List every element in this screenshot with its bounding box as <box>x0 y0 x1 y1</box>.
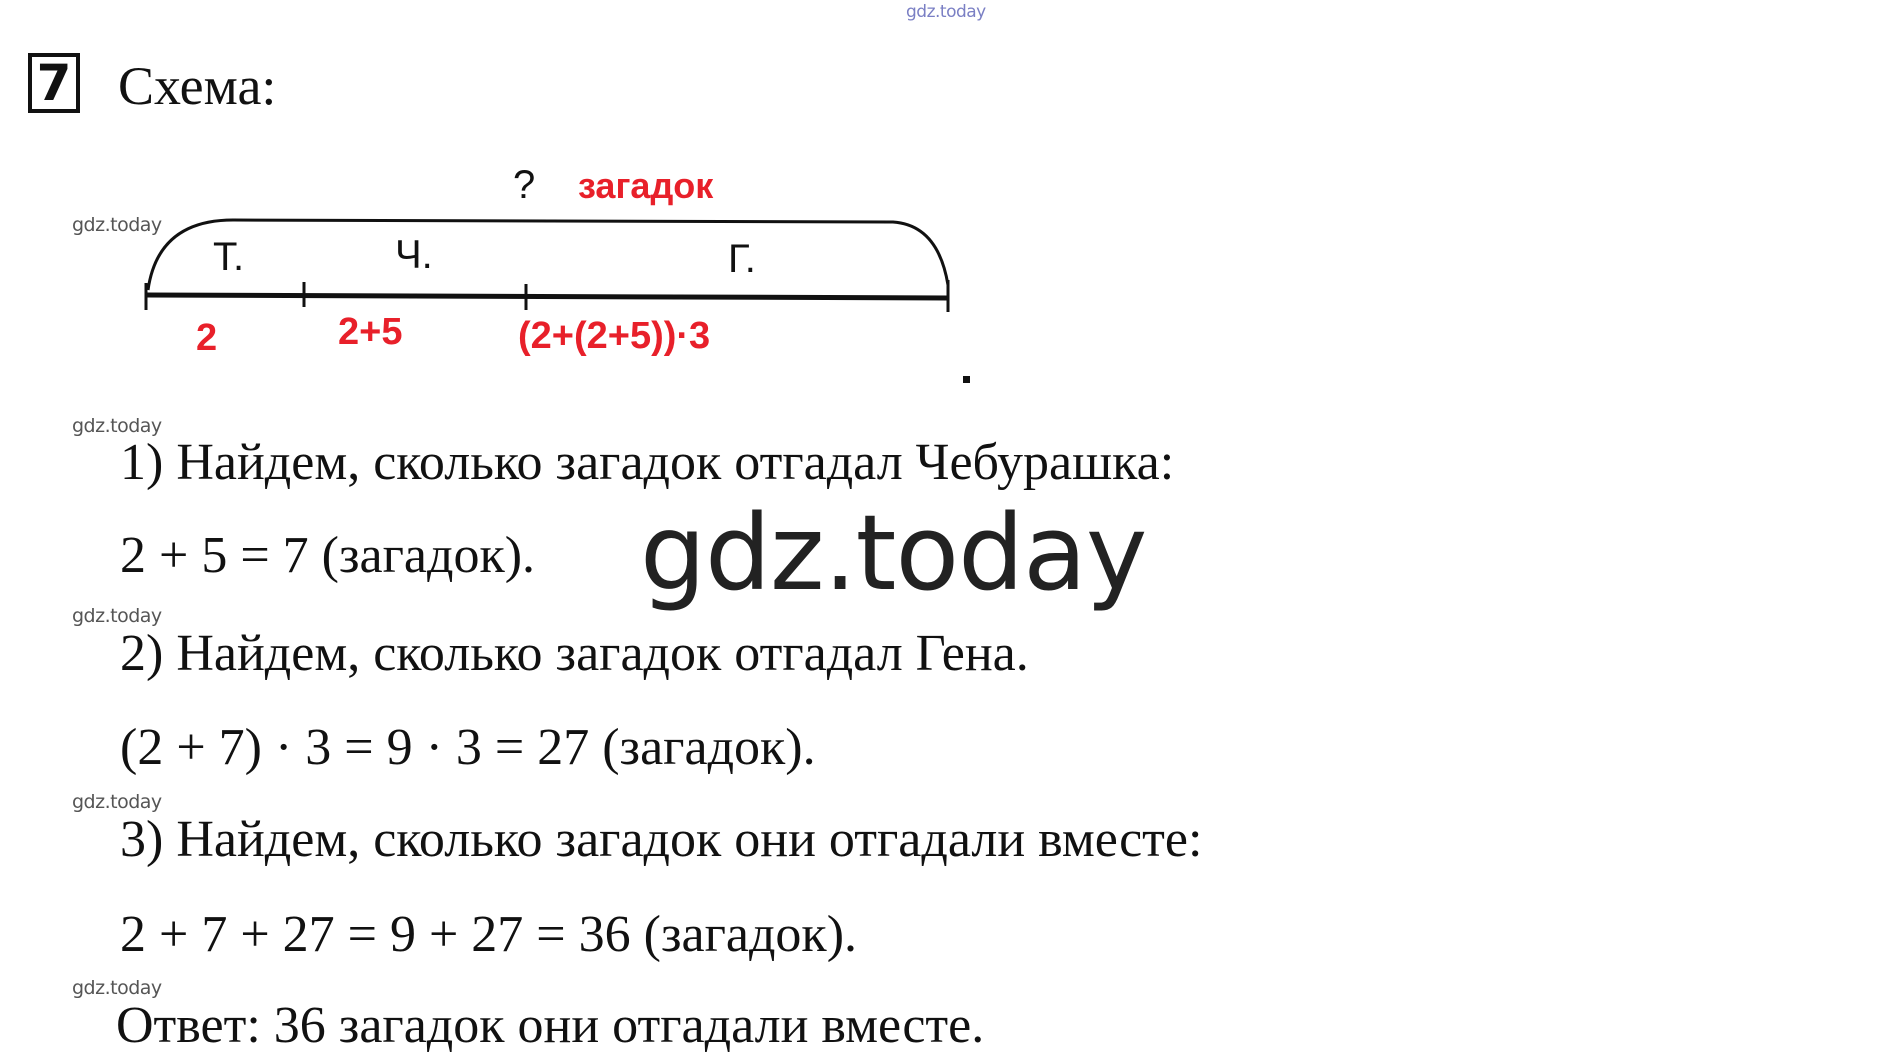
side-watermark: gdz.today <box>72 415 162 437</box>
big-watermark: gdz.today <box>640 492 1147 614</box>
step3-calc: 2 + 7 + 27 = 9 + 27 = 36 (загадок). <box>120 906 858 963</box>
scheme-diagram <box>118 150 968 365</box>
question-mark: ? <box>513 163 536 207</box>
step3-text: 3) Найдем, сколько загадок они отгадали вместе: <box>120 811 1203 868</box>
side-watermark: gdz.today <box>72 214 162 236</box>
top-watermark: gdz.today <box>906 2 986 22</box>
answer-line: Ответ: 36 загадок они отгадали вместе. <box>116 997 985 1054</box>
scheme-heading: Схема: <box>118 56 277 116</box>
segment-name-g: Г. <box>728 237 756 281</box>
stray-dot <box>963 376 970 383</box>
step1-calc: 2 + 5 = 7 (загадок). <box>120 527 536 584</box>
side-watermark: gdz.today <box>72 977 162 999</box>
step1-text: 1) Найдем, сколько загадок отгадал Чебурашка: <box>120 434 1175 491</box>
step2-text: 2) Найдем, сколько загадок отгадал Гена. <box>120 625 1029 682</box>
segment-name-ch: Ч. <box>395 233 433 277</box>
task-number: 7 <box>28 53 80 113</box>
segment-value-g: (2+(2+5))·3 <box>518 315 711 357</box>
segment-value-t: 2 <box>196 317 218 359</box>
segment-value-ch: 2+5 <box>338 311 403 353</box>
total-label: загадок <box>578 165 714 206</box>
segment-line <box>146 295 948 298</box>
side-watermark: gdz.today <box>72 791 162 813</box>
segment-name-t: Т. <box>213 235 245 279</box>
side-watermark: gdz.today <box>72 605 162 627</box>
step2-calc: (2 + 7) · 3 = 9 · 3 = 27 (загадок). <box>120 719 816 776</box>
total-brace <box>148 220 948 290</box>
